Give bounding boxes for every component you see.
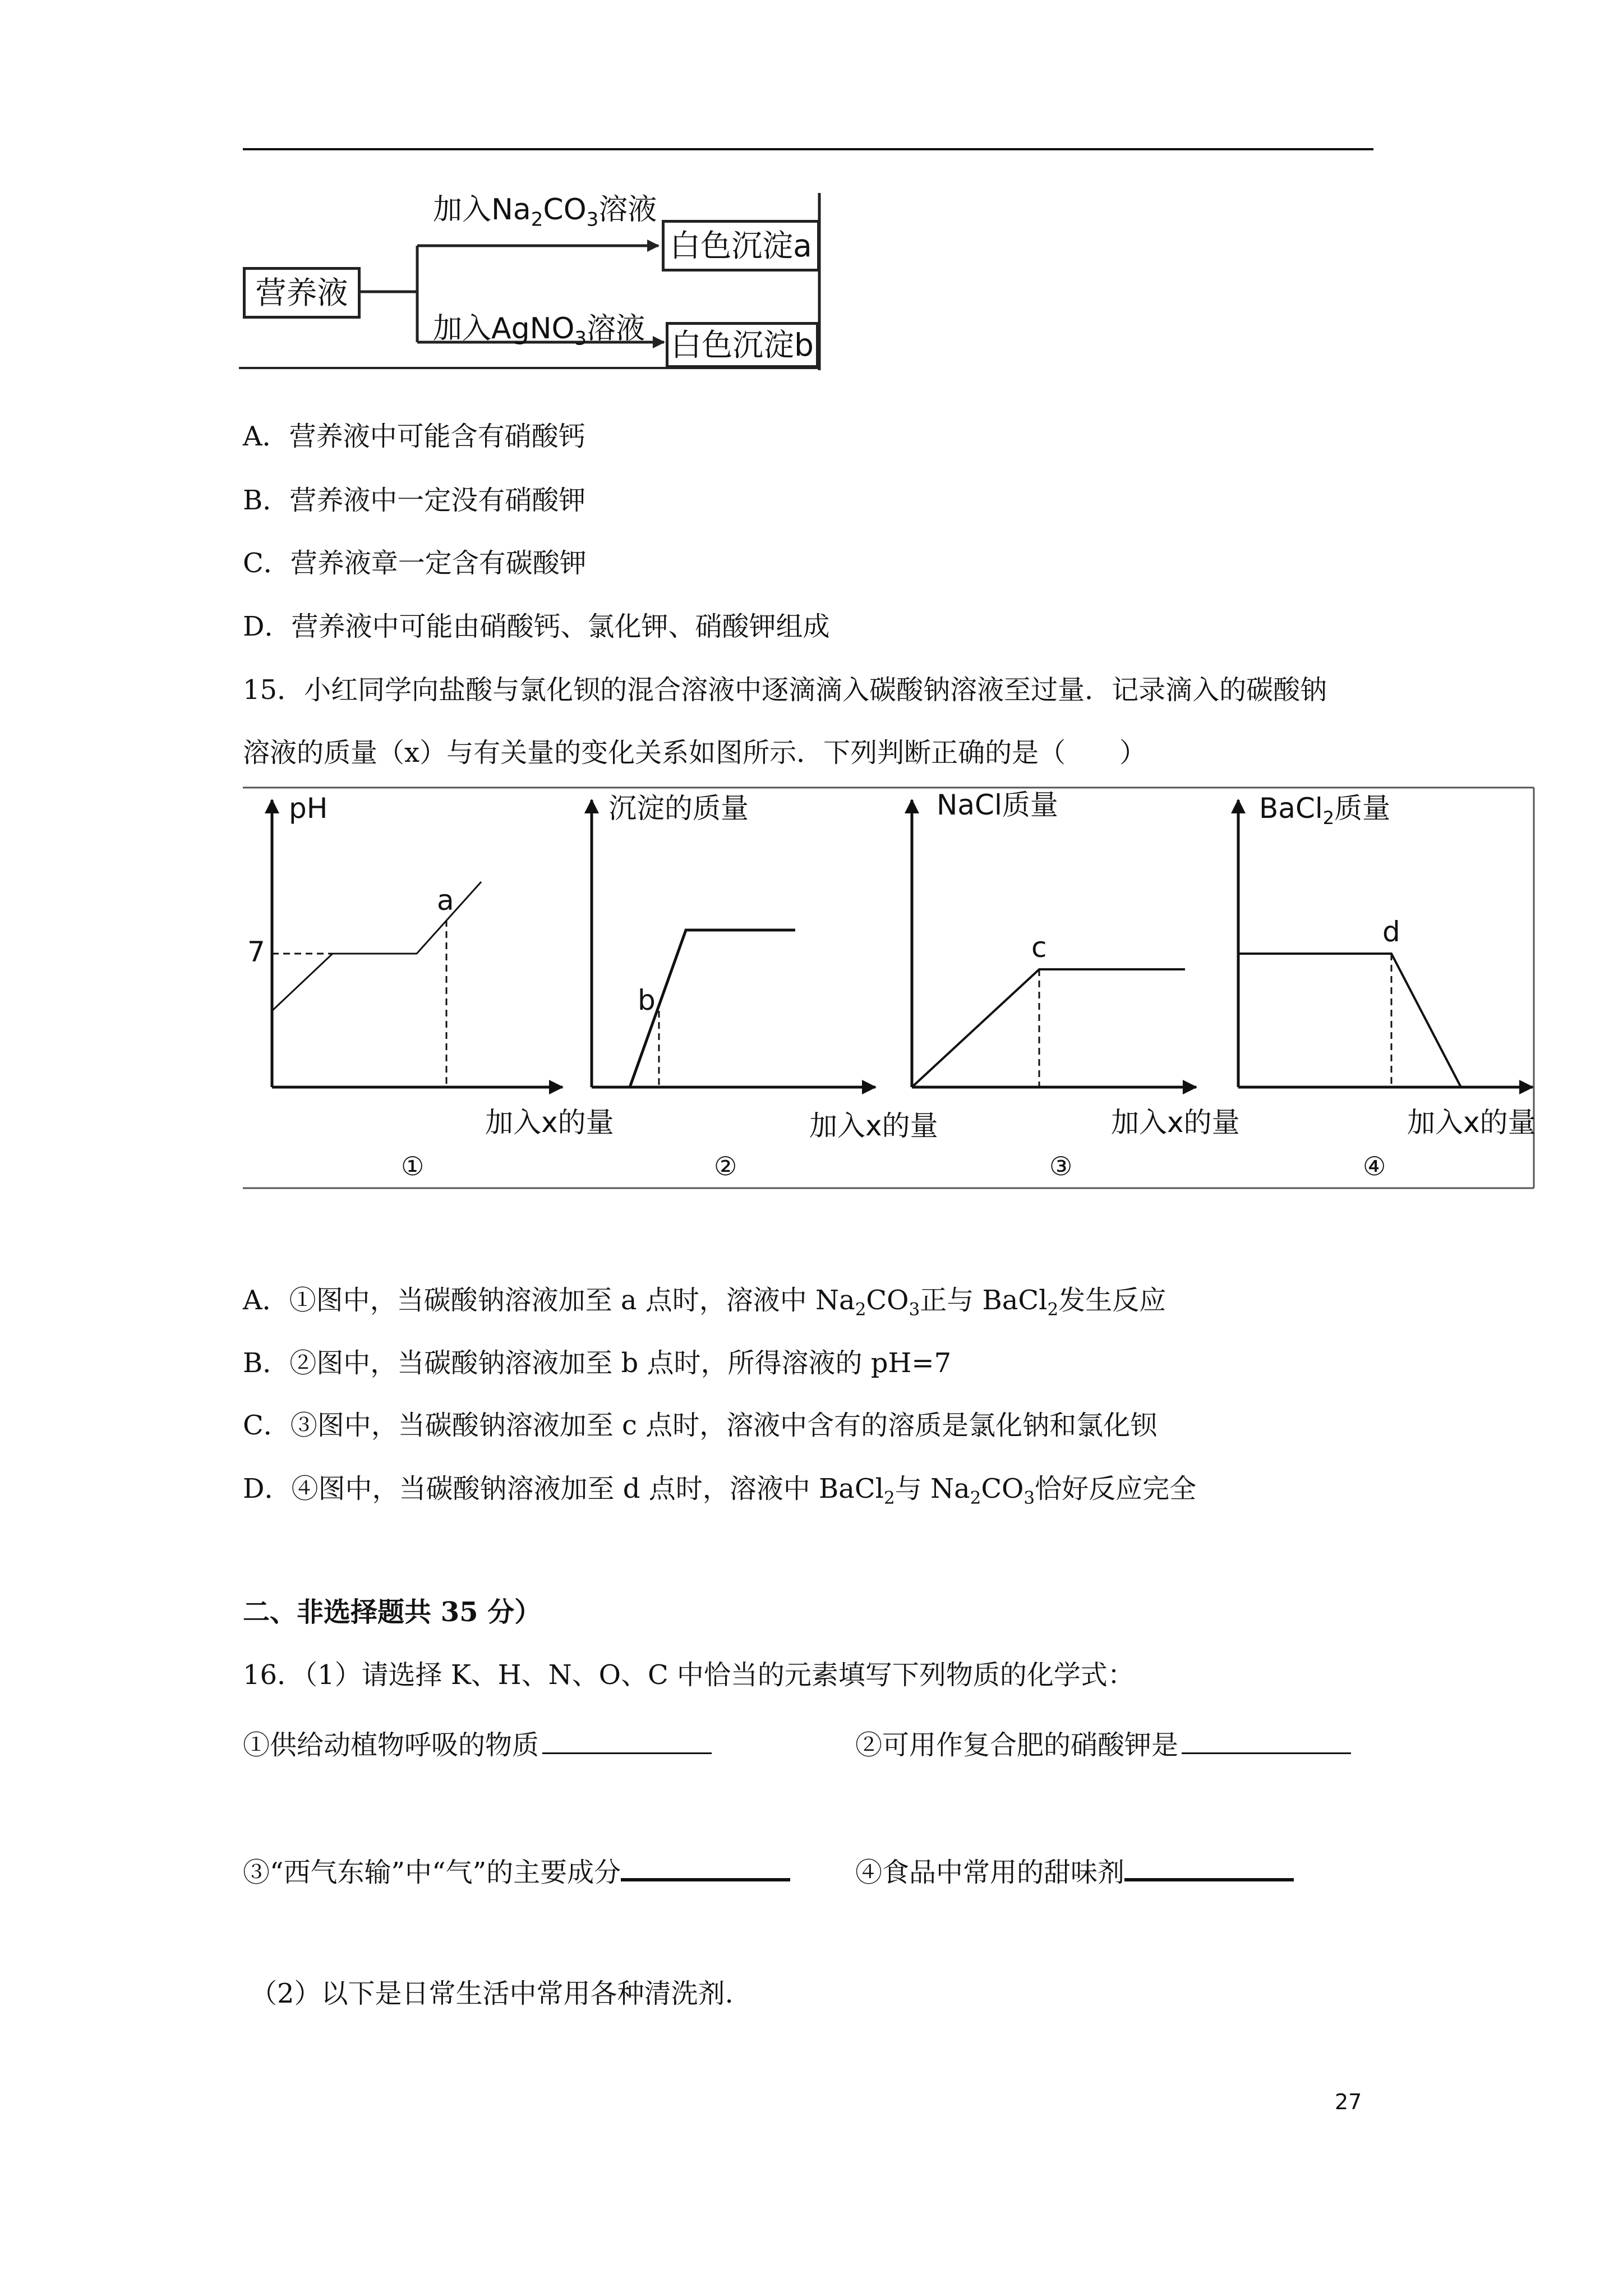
q15-stem-line1: 15．小红同学向盐酸与氯化钡的混合溶液中逐滴滴入碳酸钠溶液至过量．记录滴入的碳酸钠 <box>243 674 1327 706</box>
q15-option-a: A．①图中，当碳酸钠溶液加至 a 点时，溶液中 $Na_2CO_3$正与 BaCl$_2$发生反应 <box>243 1285 1166 1320</box>
graph-4-ylabel: BaCl$_2$质量 <box>1259 792 1391 829</box>
flow-result-b-box <box>666 322 819 368</box>
q14-option-d: D．营养液中可能由硝酸钙、氯化钾、硝酸钾组成 <box>243 611 830 642</box>
q15-option-d: D．④图中，当碳酸钠溶液加至 d 点时，溶液中 BaCl$_2$与 $Na_2CO_3$恰好反应完全 <box>243 1473 1197 1508</box>
q16-item-2-blank[interactable] <box>1182 1726 1351 1754</box>
flow-arrow-top-label: 加入$Na_2CO_3$溶液 <box>433 193 657 231</box>
graph-4-point-d: d <box>1382 915 1400 948</box>
q14-option-c: C．营养液章一定含有碳酸钾 <box>243 547 587 579</box>
graph-3-ylabel: NaCl质量 <box>937 789 1058 821</box>
graph-3-curve <box>912 969 1185 1087</box>
graph-3-point-c: c <box>1031 931 1047 964</box>
q16-item-4-blank[interactable] <box>1124 1851 1294 1881</box>
flow-source-label: 营养液 <box>255 274 348 311</box>
q15-option-b: B．②图中，当碳酸钠溶液加至 b 点时，所得溶液的 pH=7 <box>243 1347 952 1379</box>
flow-source-box <box>243 267 361 319</box>
graph-2-xlabel: 加入x的量 <box>809 1110 938 1142</box>
q16-item-1: ①供给动植物呼吸的物质 <box>243 1726 712 1759</box>
graph-4-xlabel: 加入x的量 <box>1407 1106 1536 1139</box>
page-number: 27 <box>1335 2090 1362 2114</box>
graph-4-number: ④ <box>1363 1151 1386 1181</box>
q15-option-c: C．③图中，当碳酸钠溶液加至 c 点时，溶液中含有的溶质是氯化钠和氯化钡 <box>243 1410 1158 1441</box>
graph-3-axes <box>912 800 1196 1087</box>
flow-result-a-box <box>662 220 820 272</box>
graph-1-ylabel: pH <box>289 792 328 825</box>
flow-result-b-label: 白色沉淀b <box>671 326 814 363</box>
q16-item-2: ②可用作复合肥的硝酸钾是 <box>855 1726 1351 1759</box>
q16-item-4: ④食品中常用的甜味剂 <box>855 1851 1294 1886</box>
graph-2-axes <box>592 800 875 1087</box>
graph-1-number: ① <box>401 1151 425 1181</box>
graph-1-axes <box>272 800 562 1087</box>
section-2-heading: 二、非选择题共 35 分） <box>243 1596 542 1628</box>
graph-2-number: ② <box>714 1151 737 1181</box>
q14-option-b: B．营养液中一定没有硝酸钾 <box>243 485 586 516</box>
q16-intro: 16．（1）请选择 K、H、N、O、C 中恰当的元素填写下列物质的化学式： <box>243 1659 1135 1691</box>
flow-result-a-label: 白色沉淀a <box>670 227 812 264</box>
graph-2-point-b: b <box>638 984 656 1016</box>
q14-option-a: A．营养液中可能含有硝酸钙 <box>243 421 585 452</box>
q16-item-3-blank[interactable] <box>621 1851 790 1881</box>
flow-arrow-bottom-label: 加入AgNO$_3$溶液 <box>433 312 645 350</box>
header-rule <box>243 148 1373 150</box>
graph-4-curve <box>1238 954 1461 1087</box>
q16-part-2: （2）以下是日常生活中常用各种清洗剂. <box>250 1978 734 2009</box>
graph-1-xlabel: 加入x的量 <box>485 1106 614 1139</box>
graph-1-tick-7: 7 <box>247 936 265 968</box>
graph-1-point-a: a <box>437 884 454 917</box>
graph-2-ylabel: 沉淀的质量 <box>608 792 749 825</box>
q16-item-1-blank[interactable] <box>542 1726 712 1754</box>
graph-3-number: ③ <box>1049 1151 1073 1181</box>
q16-item-3: ③“西气东输”中“气”的主要成分 <box>243 1851 790 1886</box>
graph-3-xlabel: 加入x的量 <box>1111 1106 1240 1139</box>
q15-graphs <box>243 786 1536 1189</box>
q15-stem-line2: 溶液的质量（x）与有关量的变化关系如图所示．下列判断正确的是（ ） <box>243 737 1147 769</box>
